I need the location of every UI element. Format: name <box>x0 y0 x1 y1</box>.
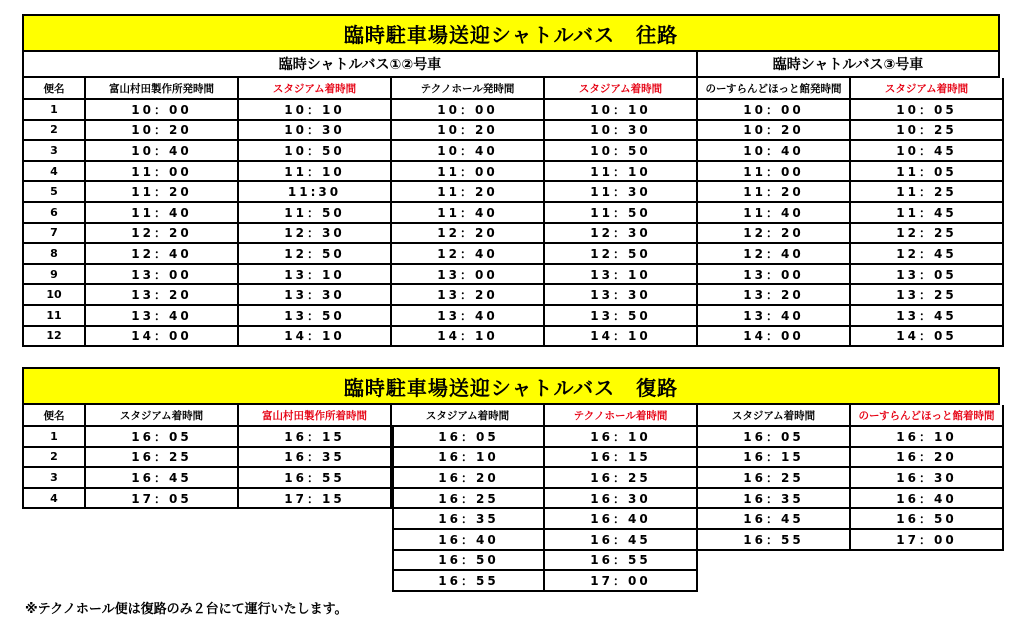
column-header: 便名 <box>22 78 86 100</box>
time-cell: 16：05 <box>392 427 545 448</box>
outbound-title: 臨時駐車場送迎シャトルバス 往路 <box>22 14 1000 52</box>
time-cell: 13：20 <box>392 285 545 306</box>
trip-number: 3 <box>22 141 86 162</box>
time-cell: 10：25 <box>851 121 1004 142</box>
trip-number: 5 <box>22 182 86 203</box>
time-cell: 13：30 <box>545 285 698 306</box>
time-cell: 13：30 <box>239 285 392 306</box>
footnote: ※テクノホール便は復路のみ２台にて運行いたします。 <box>25 602 348 617</box>
time-cell: 16：55 <box>392 571 545 592</box>
time-cell: 12：20 <box>86 224 239 245</box>
column-header: 富山村田製作所着時間 <box>239 405 392 427</box>
time-cell: 10：20 <box>86 121 239 142</box>
column-header: 富山村田製作所発時間 <box>86 78 239 100</box>
time-cell: 13：00 <box>392 265 545 286</box>
time-cell: 12：20 <box>392 224 545 245</box>
time-cell: 12：30 <box>545 224 698 245</box>
time-cell: 13：40 <box>86 306 239 327</box>
time-cell: 10：00 <box>392 100 545 121</box>
trip-number: 1 <box>22 100 86 121</box>
time-cell: 17：15 <box>239 489 392 510</box>
time-cell: 12：50 <box>545 244 698 265</box>
time-cell: 11：40 <box>392 203 545 224</box>
time-cell: 11：00 <box>86 162 239 183</box>
time-cell: 11：20 <box>392 182 545 203</box>
column-header: テクノホール発時間 <box>392 78 545 100</box>
time-cell: 16：40 <box>392 530 545 551</box>
time-cell: 17：05 <box>86 489 239 510</box>
trip-number: 4 <box>22 489 86 510</box>
time-cell: 10：00 <box>698 100 851 121</box>
column-header: スタジアム着時間 <box>698 405 851 427</box>
time-cell: 11：50 <box>545 203 698 224</box>
time-cell: 13：20 <box>86 285 239 306</box>
time-cell: 13：05 <box>851 265 1004 286</box>
time-cell: 11：10 <box>239 162 392 183</box>
trip-number: 2 <box>22 121 86 142</box>
time-cell: 17：00 <box>851 530 1004 551</box>
time-cell: 11:30 <box>239 182 392 203</box>
column-header: スタジアム着時間 <box>851 78 1004 100</box>
time-cell: 16：05 <box>698 427 851 448</box>
time-cell: 10：45 <box>851 141 1004 162</box>
trip-number: 12 <box>22 327 86 348</box>
time-cell: 14：05 <box>851 327 1004 348</box>
time-cell: 16：55 <box>545 551 698 572</box>
time-cell: 13：20 <box>698 285 851 306</box>
time-cell: 13：25 <box>851 285 1004 306</box>
time-cell: 16：20 <box>851 448 1004 469</box>
time-cell: 11：40 <box>698 203 851 224</box>
time-cell: 10：40 <box>86 141 239 162</box>
time-cell: 14：10 <box>545 327 698 348</box>
time-cell: 17：00 <box>545 571 698 592</box>
time-cell: 11：50 <box>239 203 392 224</box>
column-header: スタジアム着時間 <box>392 405 545 427</box>
time-cell: 13：10 <box>545 265 698 286</box>
time-cell: 11：40 <box>86 203 239 224</box>
time-cell: 14：00 <box>86 327 239 348</box>
time-cell: 16：25 <box>545 468 698 489</box>
time-cell: 12：40 <box>698 244 851 265</box>
trip-number: 3 <box>22 468 86 489</box>
time-cell: 16：55 <box>239 468 392 489</box>
time-cell: 12：45 <box>851 244 1004 265</box>
group-header-bus-1-2: 臨時シャトルバス①②号車 <box>22 52 698 78</box>
time-cell: 10：40 <box>698 141 851 162</box>
time-cell: 11：00 <box>698 162 851 183</box>
time-cell: 14：00 <box>698 327 851 348</box>
column-header: スタジアム着時間 <box>86 405 239 427</box>
time-cell: 16：20 <box>392 468 545 489</box>
time-cell: 13：45 <box>851 306 1004 327</box>
time-cell: 11：05 <box>851 162 1004 183</box>
column-header: テクノホール着時間 <box>545 405 698 427</box>
time-cell: 16：45 <box>545 530 698 551</box>
time-cell: 16：45 <box>698 509 851 530</box>
time-cell: 11：30 <box>545 182 698 203</box>
time-cell: 16：35 <box>698 489 851 510</box>
trip-number: 6 <box>22 203 86 224</box>
time-cell: 13：10 <box>239 265 392 286</box>
time-cell: 16：25 <box>698 468 851 489</box>
time-cell: 14：10 <box>392 327 545 348</box>
time-cell: 11：10 <box>545 162 698 183</box>
time-cell: 16：40 <box>545 509 698 530</box>
time-cell: 13：40 <box>392 306 545 327</box>
time-cell: 16：45 <box>86 468 239 489</box>
time-cell: 16：50 <box>392 551 545 572</box>
time-cell: 16：30 <box>851 468 1004 489</box>
time-cell: 13：00 <box>86 265 239 286</box>
time-cell: 12：40 <box>392 244 545 265</box>
column-header: 便名 <box>22 405 86 427</box>
time-cell: 13：50 <box>239 306 392 327</box>
column-header: のーすらんどほっと館着時間 <box>851 405 1004 427</box>
trip-number: 1 <box>22 427 86 448</box>
time-cell: 12：25 <box>851 224 1004 245</box>
time-cell: 16：10 <box>545 427 698 448</box>
column-header: スタジアム着時間 <box>545 78 698 100</box>
time-cell: 10：50 <box>545 141 698 162</box>
time-cell: 10：20 <box>392 121 545 142</box>
time-cell: 10：30 <box>545 121 698 142</box>
time-cell: 11：00 <box>392 162 545 183</box>
time-cell: 16：10 <box>392 448 545 469</box>
time-cell: 10：20 <box>698 121 851 142</box>
time-cell: 11：45 <box>851 203 1004 224</box>
time-cell: 12：40 <box>86 244 239 265</box>
column-header: スタジアム着時間 <box>239 78 392 100</box>
return-timetable <box>22 367 1000 597</box>
time-cell: 10：40 <box>392 141 545 162</box>
time-cell: 16：55 <box>698 530 851 551</box>
trip-number: 4 <box>22 162 86 183</box>
time-cell: 16：35 <box>392 509 545 530</box>
column-header: のーすらんどほっと館発時間 <box>698 78 851 100</box>
trip-number: 7 <box>22 224 86 245</box>
time-cell: 13：50 <box>545 306 698 327</box>
time-cell: 16：25 <box>86 448 239 469</box>
time-cell: 12：20 <box>698 224 851 245</box>
time-cell: 16：25 <box>392 489 545 510</box>
trip-number: 2 <box>22 448 86 469</box>
time-cell: 10：30 <box>239 121 392 142</box>
time-cell: 14：10 <box>239 327 392 348</box>
trip-number: 9 <box>22 265 86 286</box>
time-cell: 16：30 <box>545 489 698 510</box>
time-cell: 10：10 <box>545 100 698 121</box>
time-cell: 16：50 <box>851 509 1004 530</box>
time-cell: 12：30 <box>239 224 392 245</box>
time-cell: 16：15 <box>545 448 698 469</box>
time-cell: 10：50 <box>239 141 392 162</box>
group-header-bus-3: 臨時シャトルバス③号車 <box>698 52 1000 78</box>
time-cell: 10：10 <box>239 100 392 121</box>
time-cell: 16：35 <box>239 448 392 469</box>
time-cell: 11：25 <box>851 182 1004 203</box>
time-cell: 11：20 <box>698 182 851 203</box>
trip-number: 10 <box>22 285 86 306</box>
time-cell: 16：15 <box>698 448 851 469</box>
time-cell: 10：05 <box>851 100 1004 121</box>
time-cell: 16：10 <box>851 427 1004 448</box>
time-cell: 16：40 <box>851 489 1004 510</box>
time-cell: 13：00 <box>698 265 851 286</box>
return-title: 臨時駐車場送迎シャトルバス 復路 <box>22 367 1000 405</box>
time-cell: 16：05 <box>86 427 239 448</box>
trip-number: 8 <box>22 244 86 265</box>
time-cell: 10：00 <box>86 100 239 121</box>
time-cell: 16：15 <box>239 427 392 448</box>
time-cell: 13：40 <box>698 306 851 327</box>
outbound-timetable <box>22 14 1000 348</box>
trip-number: 11 <box>22 306 86 327</box>
time-cell: 11：20 <box>86 182 239 203</box>
time-cell: 12：50 <box>239 244 392 265</box>
